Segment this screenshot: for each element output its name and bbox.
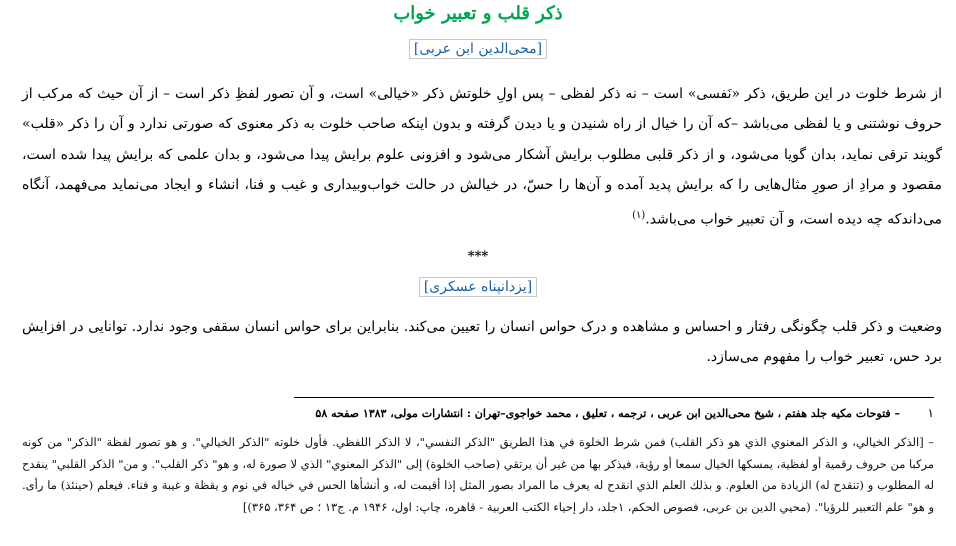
footnote-source: – فتوحات مکیه جلد هفتم ، شیخ محی‌الدین ابن عربی ، ترجمه ، تعلیق ، محمد خواجوی–تهران : انتشارات مولی، ۱۳۸۳ صفحه ۵۸ bbox=[315, 407, 900, 420]
footnote-source-line bbox=[22, 404, 934, 423]
footnote-divider bbox=[294, 397, 934, 398]
second-paragraph: وضعیت و ذکر قلب چگونگی رفتار و احساس و مشاهده و درک حواس انسان را تعیین می‌کند. بنابراین برای حواس انسان سقفی وجود ندارد. توانایی در افزایش برد حس، تعبیر خواب را مفهوم می‌سازد. bbox=[22, 319, 942, 365]
footnote-arabic-text: – [الذكر الخيالي، و الذكر المعنوي الذي هو ذكر القلب) فمن شرط الخلوة في هذا الطريق "الذكر النفسي"، لا الذكر اللفظي. فأول خلوته "الذكر الخيالي". و هو تصور لفظة "الذكر" من كونه مركبا من حروف رقمية أو لفظية، يمسكها الخيال سمعا أو رؤية، فيذكر بها من غير أن يرتقي (صاحب الخلوة) إلى "الذكر المعنوي" الذي لا صورة له، و هو" ذكر القلب". و من" الذكر القلبي" ينقدح له المطلوب و (تنقدح له) الزيادة من العلوم. و بذلك العلم الذي انقدح له يعرف ما المراد بصور المثل إذا أقيمت له، و أنشأها الحس في خياله في نوم و يقظة و غيبة و فناء. فيعلم (حينئذ) ما رأى. و هو" علم التعبير للرؤيا". (محيي الدين بن عربى، فصوص الحكم، ۱جلد، دار إحياء الكتب العربية - قاهره، چاپ: اول، ۱۹۴۶ م. ج۱۳ ؛ ص ۳۶۴، ۳۶۵)] bbox=[22, 435, 934, 514]
second-author-name: [یزدانپناه عسکری] bbox=[419, 277, 537, 297]
author-name: [محی‌الدین ابن عربی] bbox=[409, 39, 547, 59]
footnote-number: ۱ bbox=[927, 406, 934, 420]
author-label bbox=[0, 41, 956, 57]
section-separator: *** bbox=[467, 249, 489, 264]
paragraph-text: از شرط خلوت در این طریق، ذکر «نَفسی» است – نه ذکر لفظی – پس اولِ خلوتش ذکر «خیالی» است، و آن تصور لفظِ ذکر است – از آن حیث که مرکب از حروف نوشتنی و یا لفظی می‌باشد –که آن را خیال از راه شنیدن و یا دیدن گرفته و بدون اینکه صاحب خلوت به ذکر معنوی که صورتی ندارد و آن را ذکر «قلب» گویند ترقی نماید، بدان گویا می‌شود، و از ذکر قلبی مطلوب برایش آشکار می‌شود و افزونی علوم برایش پیدا می‌شود، و بدان علمی که برایش پیدا شده است، مقصود و مرادِ از صورِ مثال‌هایی را که برایش پدید آمده و آن‌ها را حسّ، در خیالش در حالت خواب‌وبیداری و غیب و فنا، انشاء و ایجاد می‌نماید می‌فهمد، آنگاه می‌داندکه چه دیده است، و آن تعبیر خواب می‌باشد. bbox=[22, 86, 942, 228]
footnote-reference[interactable]: (۱) bbox=[632, 209, 646, 221]
page-title: ذکر قلب و تعبیر خواب bbox=[393, 3, 563, 24]
main-paragraph bbox=[22, 79, 942, 235]
second-author-label bbox=[0, 279, 956, 295]
